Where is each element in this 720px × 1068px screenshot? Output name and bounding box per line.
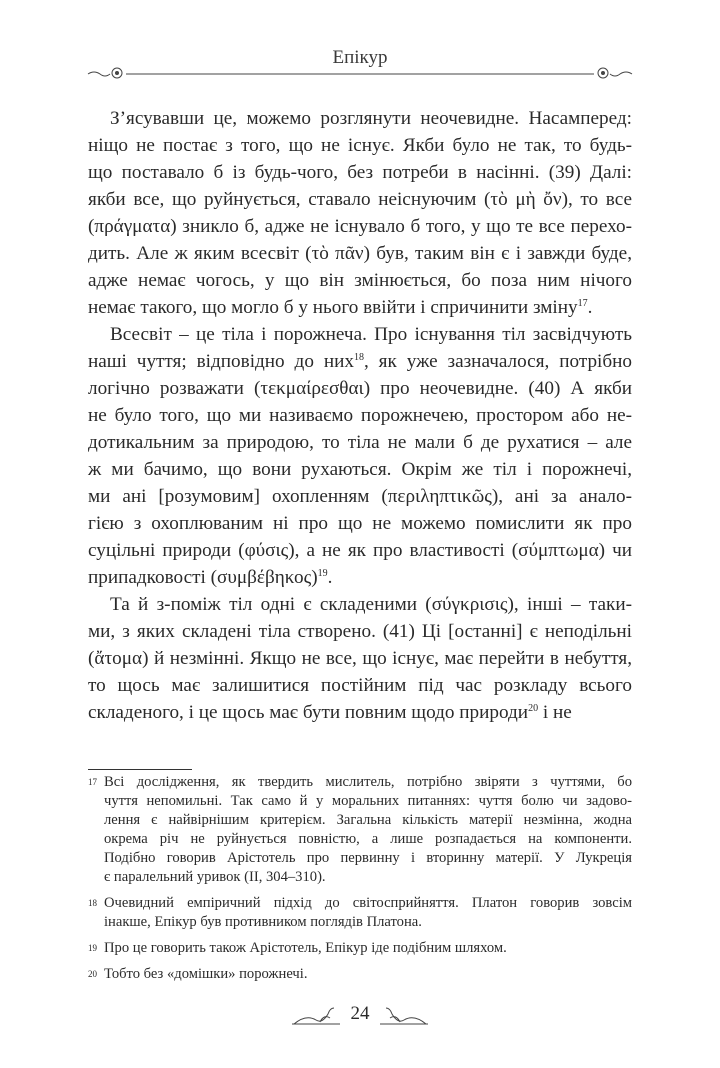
footnote [88,894,632,932]
text-line [104,773,632,792]
footnote [88,939,632,958]
footnotes [88,773,632,991]
text-line [88,375,632,402]
text-line [88,240,632,267]
line-text: гією з охоплюваним ні про що не можемо помислити як про [88,513,632,534]
body-text [88,105,632,726]
line-text: дотикальним за природою, то тіла не мали б де рухатися – але [88,432,632,453]
line-text: Очевидний емпіричний підхід до світосприйняття. Платон говорив зовсім [104,895,632,911]
footnote-ref: 18 [353,352,364,363]
text-line [88,672,632,699]
footnote [88,965,632,984]
text-line [104,939,632,958]
line-text: ніщо не постає з того, що не існує. Якби було не так, то будь- [88,135,632,156]
text-line [104,849,632,868]
text-line [88,645,632,672]
line-text: Про це говорить також Арістотель, Епікур іде подібним шляхом. [104,940,507,956]
text-line [88,699,632,726]
line-text: немає такого, що могло б у нього ввійти і спричинити зміну [88,297,578,318]
text-line [88,267,632,294]
page-number: 24 [350,1003,370,1024]
line-text: лення є найвірнішим критерієм. Загальна кількість матерії незмінна, жодна [104,812,632,828]
footnote-number: 17 [88,777,97,787]
text-line [104,811,632,830]
footnote-ref: 17 [577,298,588,309]
footnote-number: 19 [88,943,97,953]
text-line [88,402,632,429]
paragraph [88,321,632,591]
line-text: складеного, і це щось має бути повним щодо природи [88,702,529,723]
line-text: ж ми бачимо, що вони рухаються. Окрім же тіл і порожнечі, [88,459,632,480]
line-text: Тобто без «домішки» порожнечі. [104,966,308,982]
text-line [88,132,632,159]
text-line [88,591,632,618]
text-line [88,321,632,348]
text-line [88,510,632,537]
line-text: чуття непомильні. Так само й у моральних питаннях: чуття болю чи задово- [104,793,632,809]
footnote-ref: 19 [317,568,328,579]
line-text: що поставало б із будь-чого, без потреби в насінні. (39) Далі: [88,162,632,183]
text-line [104,868,632,887]
line-text: , як уже зазначалося, потрібно [363,351,632,372]
line-text: інакше, Епікур був противником поглядів Платона. [104,914,422,930]
text-line [88,213,632,240]
text-line [104,830,632,849]
line-text: З’ясувавши це, можемо розглянути неочевидне. Насамперед: [110,108,632,129]
line-text: ми, з яких складені тіла створено. (41) Ці [останні] є неподільні [88,621,632,642]
line-text: якби все, що руйнується, ставало неіснуючим (τὸ μὴ ὄν), то все [88,189,632,210]
text-line [104,894,632,913]
paragraph [88,591,632,726]
line-text: то щось має залишитися постійним під час розкладу всього [88,675,632,696]
text-line [88,294,632,321]
line-text: Всесвіт – це тіла і порожнеча. Про існування тіл засвідчують [110,324,632,345]
line-text: дить. Але ж яким всесвіт (τὸ πᾶν) був, таким він є і завжди буде, [88,243,632,264]
line-text: окрема річ не руйнується повністю, а лише розпадається на компоненти. [104,831,632,847]
line-text: ми ані [розумовим] охопленням (περιληπτικῶς), ані за анало- [88,486,632,507]
text-line [88,537,632,564]
text-line [88,105,632,132]
text-line [88,483,632,510]
line-text: є паралельний уривок (II, 304–310). [104,869,326,885]
text-line [104,792,632,811]
text-line [104,913,632,932]
text-line [88,564,632,591]
line-text: Та й з-поміж тіл одні є складеними (σύγκρισις), інші – таки- [110,594,632,615]
line-text: і не [538,702,572,723]
text-line [104,965,632,984]
line-text: Подібно говорив Арістотель про первинну і вторинну матерії. У Лукреція [104,850,632,866]
line-text: . [587,297,593,318]
line-text: . [327,567,333,588]
text-line [88,456,632,483]
text-line [88,348,632,375]
line-text: суцільні природи (φύσις), а не як про властивості (σύμπτωμα) чи [88,540,632,561]
line-text: наші чуття; відповідно до них [88,351,354,372]
header-ornament-rule [86,64,634,84]
text-line [88,618,632,645]
page-footer [0,1000,720,1030]
paragraph [88,105,632,321]
text-line [88,429,632,456]
line-text: адже немає чогось, у що він змінюється, бо поза ним нічого [88,270,632,291]
footnote-ref: 20 [528,703,539,714]
footnote-separator [88,769,192,770]
line-text: Всі дослідження, як твердить мислитель, потрібно звіряти з чуттями, бо [104,774,632,790]
line-text: (ἄτομα) й незмінні. Якщо не все, що існує, має перейти в небуття, [88,648,632,669]
footnote [88,773,632,887]
text-line [88,159,632,186]
footnote-number: 18 [88,898,97,908]
running-header: Епікур [332,47,388,68]
footnote-number: 20 [88,969,97,979]
line-text: логічно розважати (τεκμαίρεσθαι) про неочевидне. (40) А якби [88,378,632,399]
text-line [88,186,632,213]
line-text: не було того, що ми називаємо порожнечею, простором або не- [88,405,632,426]
line-text: (πράγματα) зникло б, адже не існувало б того, у що те все перехо- [88,216,632,237]
line-text: припадковості (συμβέβηκος) [88,567,318,588]
